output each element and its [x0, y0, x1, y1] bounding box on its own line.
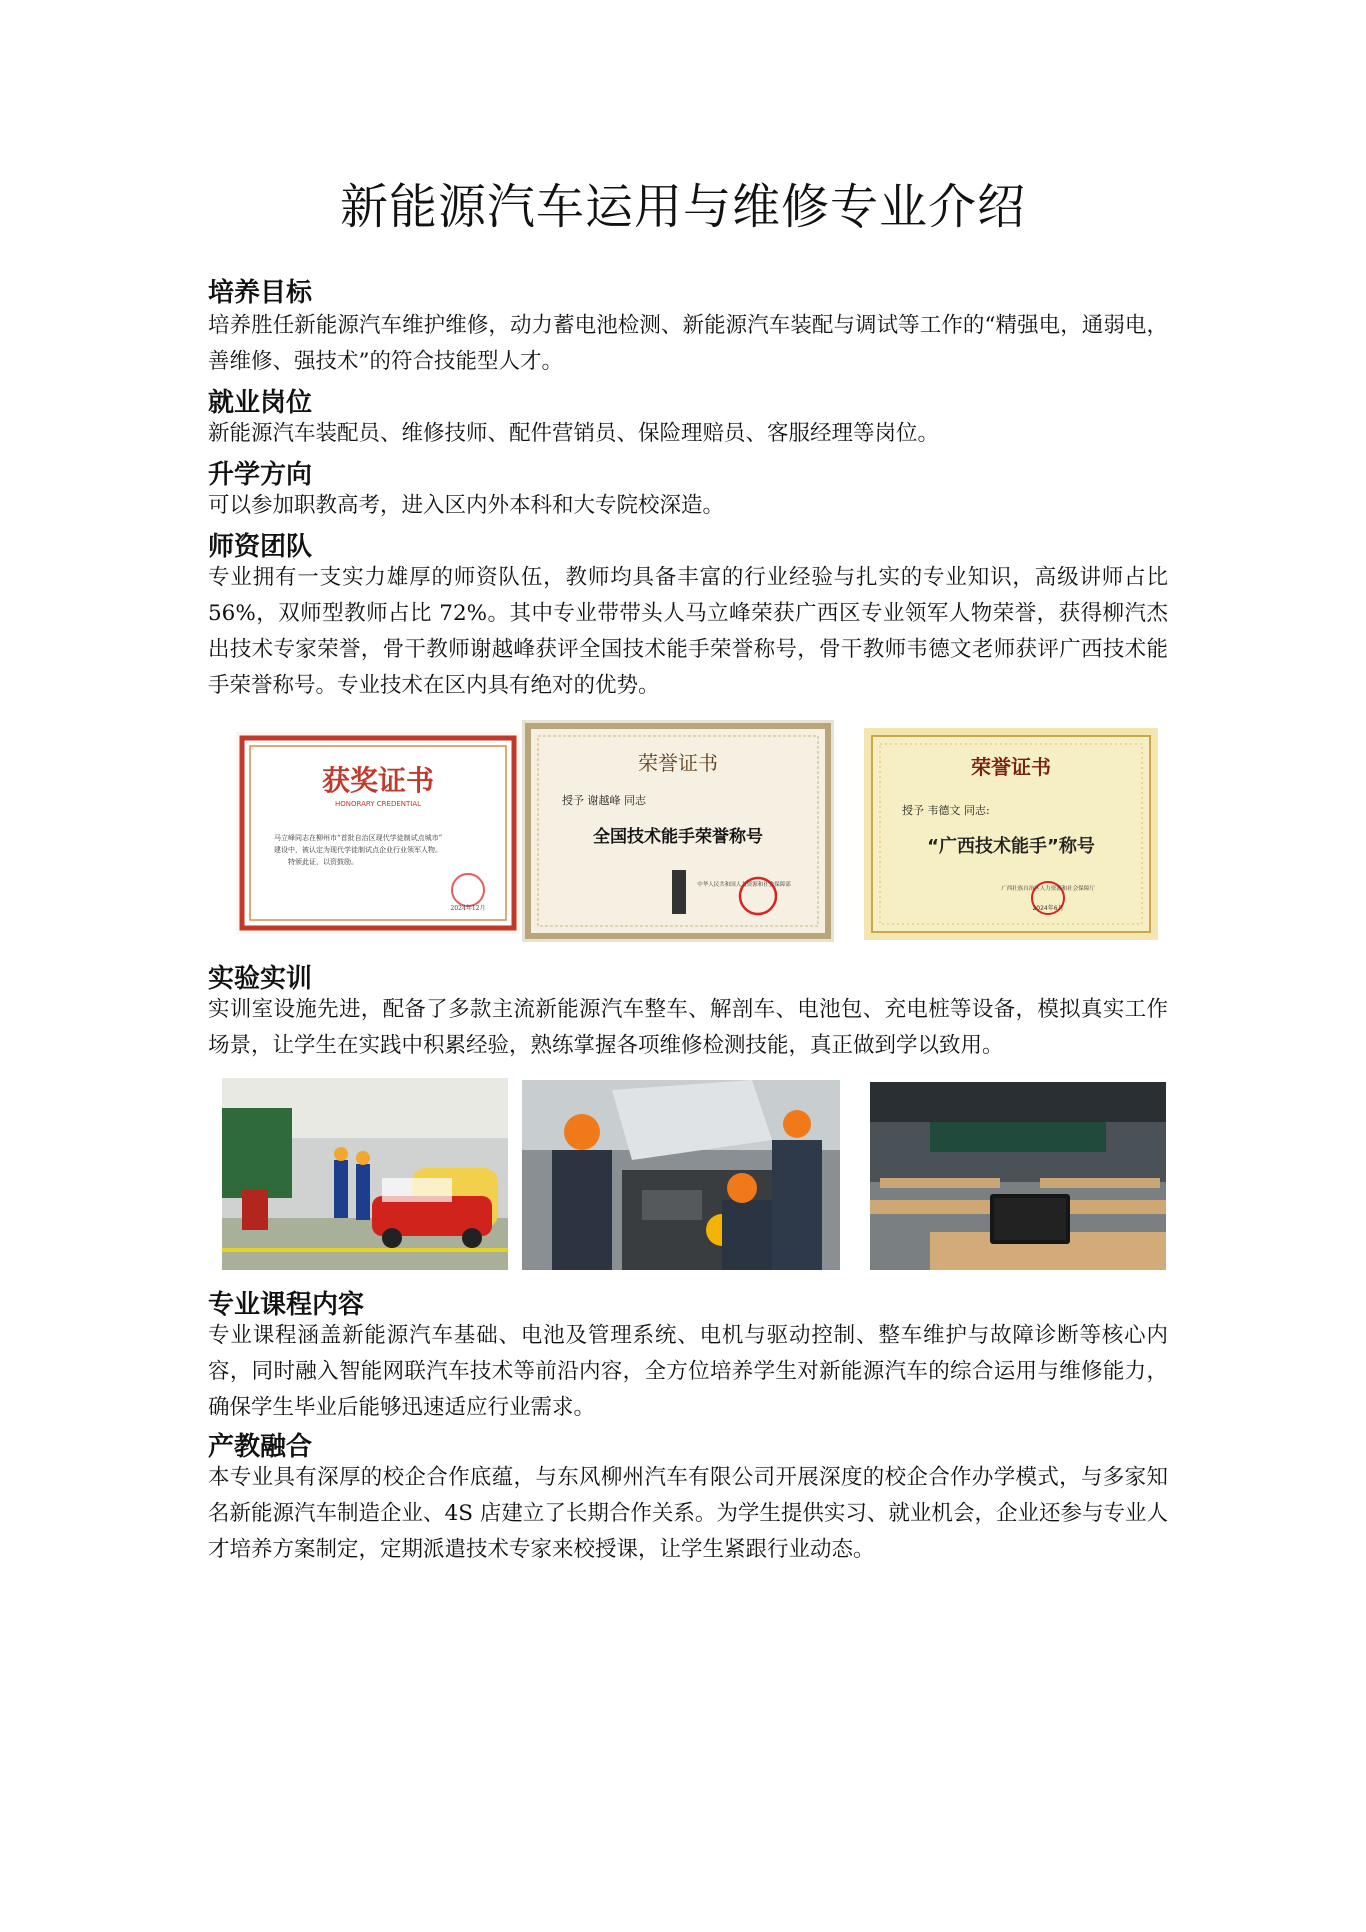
training-engine-photo [522, 1080, 840, 1270]
training-classroom-photo [870, 1082, 1166, 1270]
heading-training: 实验实训 [208, 964, 313, 994]
heading-goal: 培养目标 [208, 278, 313, 308]
paragraph-industry: 本专业具有深厚的校企合作底蕴，与东风柳州汽车有限公司开展深度的校企合作办学模式，与多家知名新能源汽车制造企业、4S 店建立了长期合作关系。为学生提供实习、就业机会，企业还参与专业人才培养方案制定，定期派遣技术专家来校授课，让学生紧跟行业动态。 [208, 1465, 1168, 1562]
cert1-date: 2024年12月 [450, 905, 486, 912]
paragraph-faculty: 专业拥有一支实力雄厚的师资队伍，教师均具备丰富的行业经验与扎实的专业知识，高级讲师占比 56%，双师型教师占比 72%。其中专业带带头人马立峰荣获广西区专业领军人物荣誉，获得柳汽杰出技术专家荣誉，骨干教师谢越峰获评全国技术能手荣誉称号，骨干教师韦德文老师获评广西技术能手荣誉称号。专业技术在区内具有绝对的优势。 [208, 565, 1168, 698]
paragraph-jobs: 新能源汽车装配员、维修技师、配件营销员、保险理赔员、客服经理等岗位。 [208, 421, 940, 446]
certificate-award-graphic [236, 732, 520, 934]
cert2-title: 荣誉证书 [638, 751, 718, 775]
cert3-title: 荣誉证书 [971, 755, 1051, 779]
cert3-issuer: 广西壮族自治区人力资源和社会保障厅 [1001, 886, 1095, 892]
cert2-recipient: 授予 谢越峰 同志 [562, 794, 646, 807]
workshop-graphic [222, 1078, 508, 1270]
paragraph-further: 可以参加职教高考，进入区内外本科和大专院校深造。 [208, 493, 725, 518]
cert3-date: 2024年6月 [1032, 905, 1064, 912]
cert1-body1: 马立峰同志在柳州市“首批自治区现代学徒制试点城市” [274, 834, 443, 842]
cert1-body3: 特颁此证，以资鼓励。 [288, 858, 358, 866]
page-title: 新能源汽车运用与维修专业介绍 [339, 179, 1026, 235]
cert1-title: 获奖证书 [321, 764, 435, 797]
training-workshop-photo [222, 1078, 508, 1270]
cert1-subtitle: HONORARY CREDENTIAL [334, 800, 422, 808]
cert3-honor: “广西技术能手”称号 [927, 836, 1095, 857]
classroom-graphic [870, 1082, 1166, 1270]
heading-faculty: 师资团队 [208, 532, 313, 562]
paragraph-goal: 培养胜任新能源汽车维护维修，动力蓄电池检测、新能源汽车装配与调试等工作的“精强电，通弱电，善维修、强技术”的符合技能型人才。 [208, 313, 1168, 374]
certificate-award-image [236, 732, 520, 934]
engine-graphic [522, 1080, 840, 1270]
heading-jobs: 就业岗位 [208, 388, 313, 418]
heading-further: 升学方向 [208, 460, 313, 490]
certificate-guangxi-graphic [864, 728, 1158, 940]
cert3-recipient: 授予 韦德文 同志: [902, 804, 990, 817]
heading-courses: 专业课程内容 [208, 1290, 365, 1320]
cert2-issuer: 中华人民共和国人力资源和社会保障部 [697, 882, 791, 888]
paragraph-training: 实训室设施先进，配备了多款主流新能源汽车整车、解剖车、电池包、充电桩等设备，模拟真实工作场景，让学生在实践中积累经验，熟练掌握各项维修检测技能，真正做到学以致用。 [208, 997, 1168, 1058]
certificate-guangxi-image [864, 728, 1158, 940]
certificate-national-graphic [522, 720, 834, 942]
cert1-body2: 建设中，被认定为现代学徒制试点企业行业领军人物。 [274, 846, 442, 854]
paragraph-courses: 专业课程涵盖新能源汽车基础、电池及管理系统、电机与驱动控制、整车维护与故障诊断等核心内容，同时融入智能网联汽车技术等前沿内容，全方位培养学生对新能源汽车的综合运用与维修能力，确保学生毕业后能够迅速适应行业需求。 [208, 1323, 1168, 1420]
cert2-honor: 全国技术能手荣誉称号 [593, 827, 763, 847]
certificate-national-image [522, 720, 834, 942]
heading-industry: 产教融合 [208, 1432, 313, 1462]
